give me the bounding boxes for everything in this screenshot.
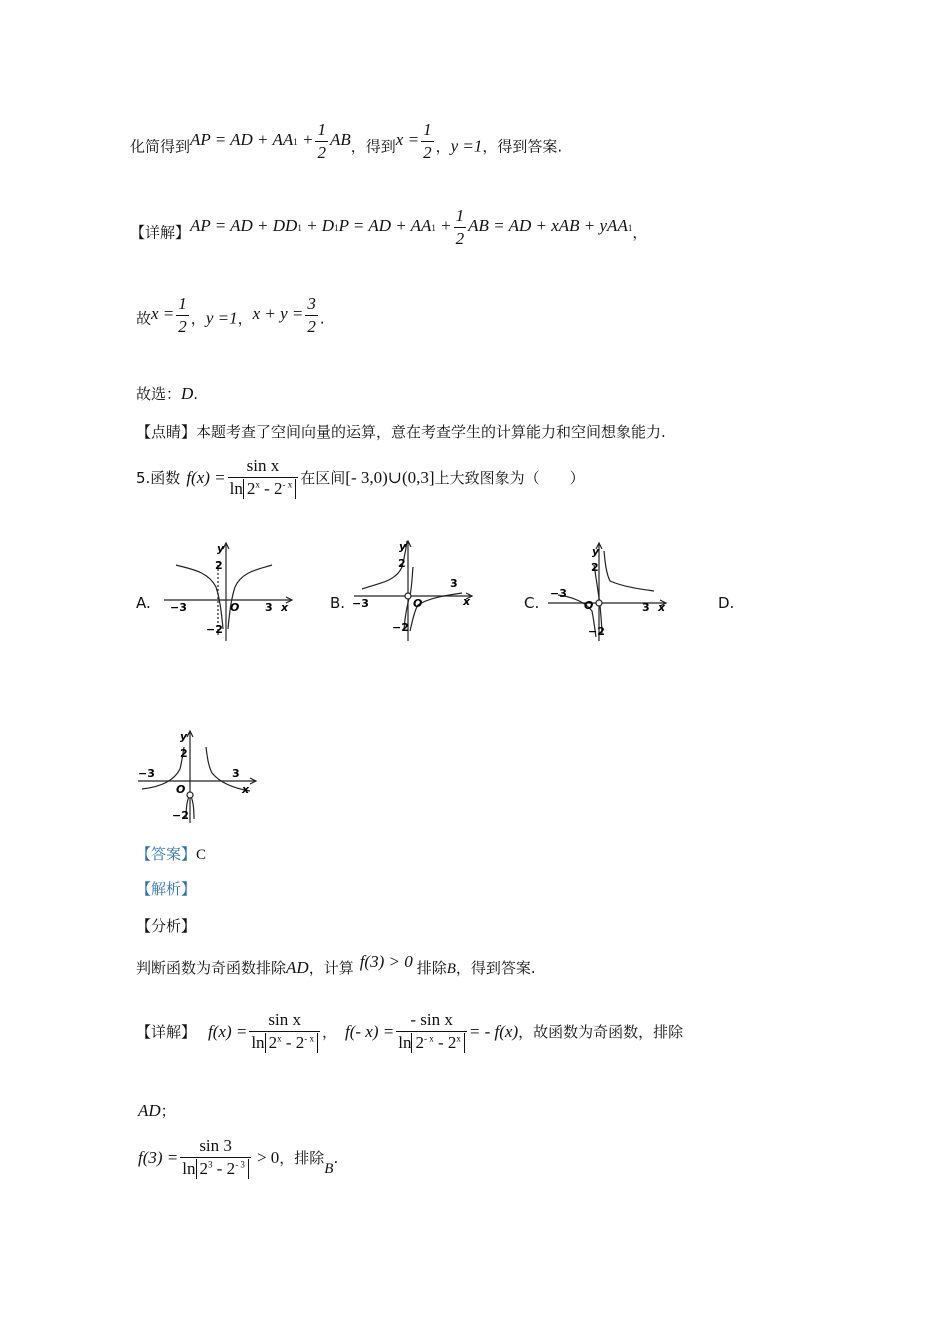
line-simplify: 化简得到AP = AD + AA1 + $\frac{1}{2}$ AB，得到x = $\frac{1}{2}$ ，y =1，得到答案. [130,120,563,162]
interval: [- 3,0)∪(0,3] [345,467,435,487]
svg-text:O: O [176,783,186,796]
svg-text:y: y [592,545,600,558]
question-5: 5.函数 f(x) = $\frac{\text{sin x}}{\ln 2^x - 2^{- x}}$ 在区间 [- 3,0)∪(0,3] 上大致图象为（ ） [136,456,585,498]
eq-ap: AP = AD + AA1 + $\frac{1}{2}$ AB [190,120,351,162]
svg-text:2: 2 [180,747,188,760]
graph-b [350,537,480,645]
choose-answer: D [181,384,194,403]
eq-detail: AP = AD + DD1 + D1P = AD + AA1 + $\frac{1}{2}$ AB = AD + xAB + yAA1 [190,206,633,248]
answer-label: 【答案】 [136,845,197,863]
svg-text:y: y [180,730,188,743]
comment-line: 【点睛】本题考查了空间向量的运算，意在考查学生的计算能力和空间想象能力. [136,423,666,441]
option-d-label[interactable]: D. [718,594,735,612]
graph-d [134,725,264,825]
ad-line: AD； [138,1101,176,1120]
svg-text:2: 2 [591,561,599,574]
text-mid: ，得到 [350,137,396,156]
svg-text:3: 3 [232,767,240,780]
svg-text:y: y [399,540,407,553]
graph-a [160,537,300,645]
svg-text:O: O [413,597,423,610]
option-a-label[interactable]: A. [136,594,151,612]
svg-text:3: 3 [642,601,650,614]
answer-line [136,843,206,864]
answer-value: C [196,847,207,863]
svg-text:−2: −2 [206,623,223,636]
svg-text:3: 3 [450,577,458,590]
option-b-label[interactable]: B. [330,594,346,612]
svg-text:−3: −3 [352,597,369,610]
svg-text:−2: −2 [392,621,409,634]
option-c-label[interactable]: C. [524,594,540,612]
graph-c [544,537,674,645]
svg-text:−2: −2 [172,809,189,822]
svg-text:−3: −3 [170,601,187,614]
svg-text:−3: −3 [138,767,155,780]
eq-x: x = $\frac{1}{2}$ [395,120,432,162]
svg-text:−2: −2 [588,625,605,638]
frac-half: $\frac{1}{2}$ [317,120,326,162]
svg-text:x: x [281,601,289,614]
text-end: ，得到答案. [482,137,563,156]
f3-line: f(3) = $\frac{\sin 3}{\ln 2^3 - 2^{- 3}}$ > 0 ，排除 B . [138,1136,339,1178]
analysis-label: 【解析】 [136,880,197,898]
choose-line: 故选：D. [136,384,199,403]
svg-text:2: 2 [215,559,223,572]
q5-fraction: $\frac{\text{sin x}}{\ln 2^x - 2^{- x}}$ [228,456,299,499]
svg-text:x: x [658,601,666,614]
detail-2: 【详解】 f(x) = $\frac{\text{sin x}}{\ln 2^x - 2^{- x}}$ ， f(- x) = $\frac{\text{- sin x}}{\ln 2^{- x} - 2^x}$ = - f(x) ，故函数为奇函数，排除 [136,1010,684,1052]
eq-y: y =1 [450,136,483,156]
conclusion-line: 故x = $\frac{1}{2}$ ，y =1，x + y = $\frac{3}{2}$ . [136,294,325,336]
svg-text:2: 2 [398,557,406,570]
svg-text:x: x [242,783,250,796]
svg-text:O: O [584,599,594,612]
svg-text:3: 3 [265,601,273,614]
detail-1: 【详解】AP = AD + DD1 + D1P = AD + AA1 + $\frac{1}{2}$ AB = AD + xAB + yAA1， [130,206,648,248]
svg-text:x: x [463,595,471,608]
svg-text:−3: −3 [550,587,567,600]
text-prefix: 化简得到 [130,137,191,156]
graph-a-y: y [217,542,225,555]
fenxi-line: 判断函数为奇函数排除AD，计算 f(3) > 0 排除B，得到答案. [136,952,536,977]
svg-text:O: O [230,601,240,614]
fenxi-label: 【分析】 [136,917,197,935]
label-detail: 【详解】 [130,223,191,242]
